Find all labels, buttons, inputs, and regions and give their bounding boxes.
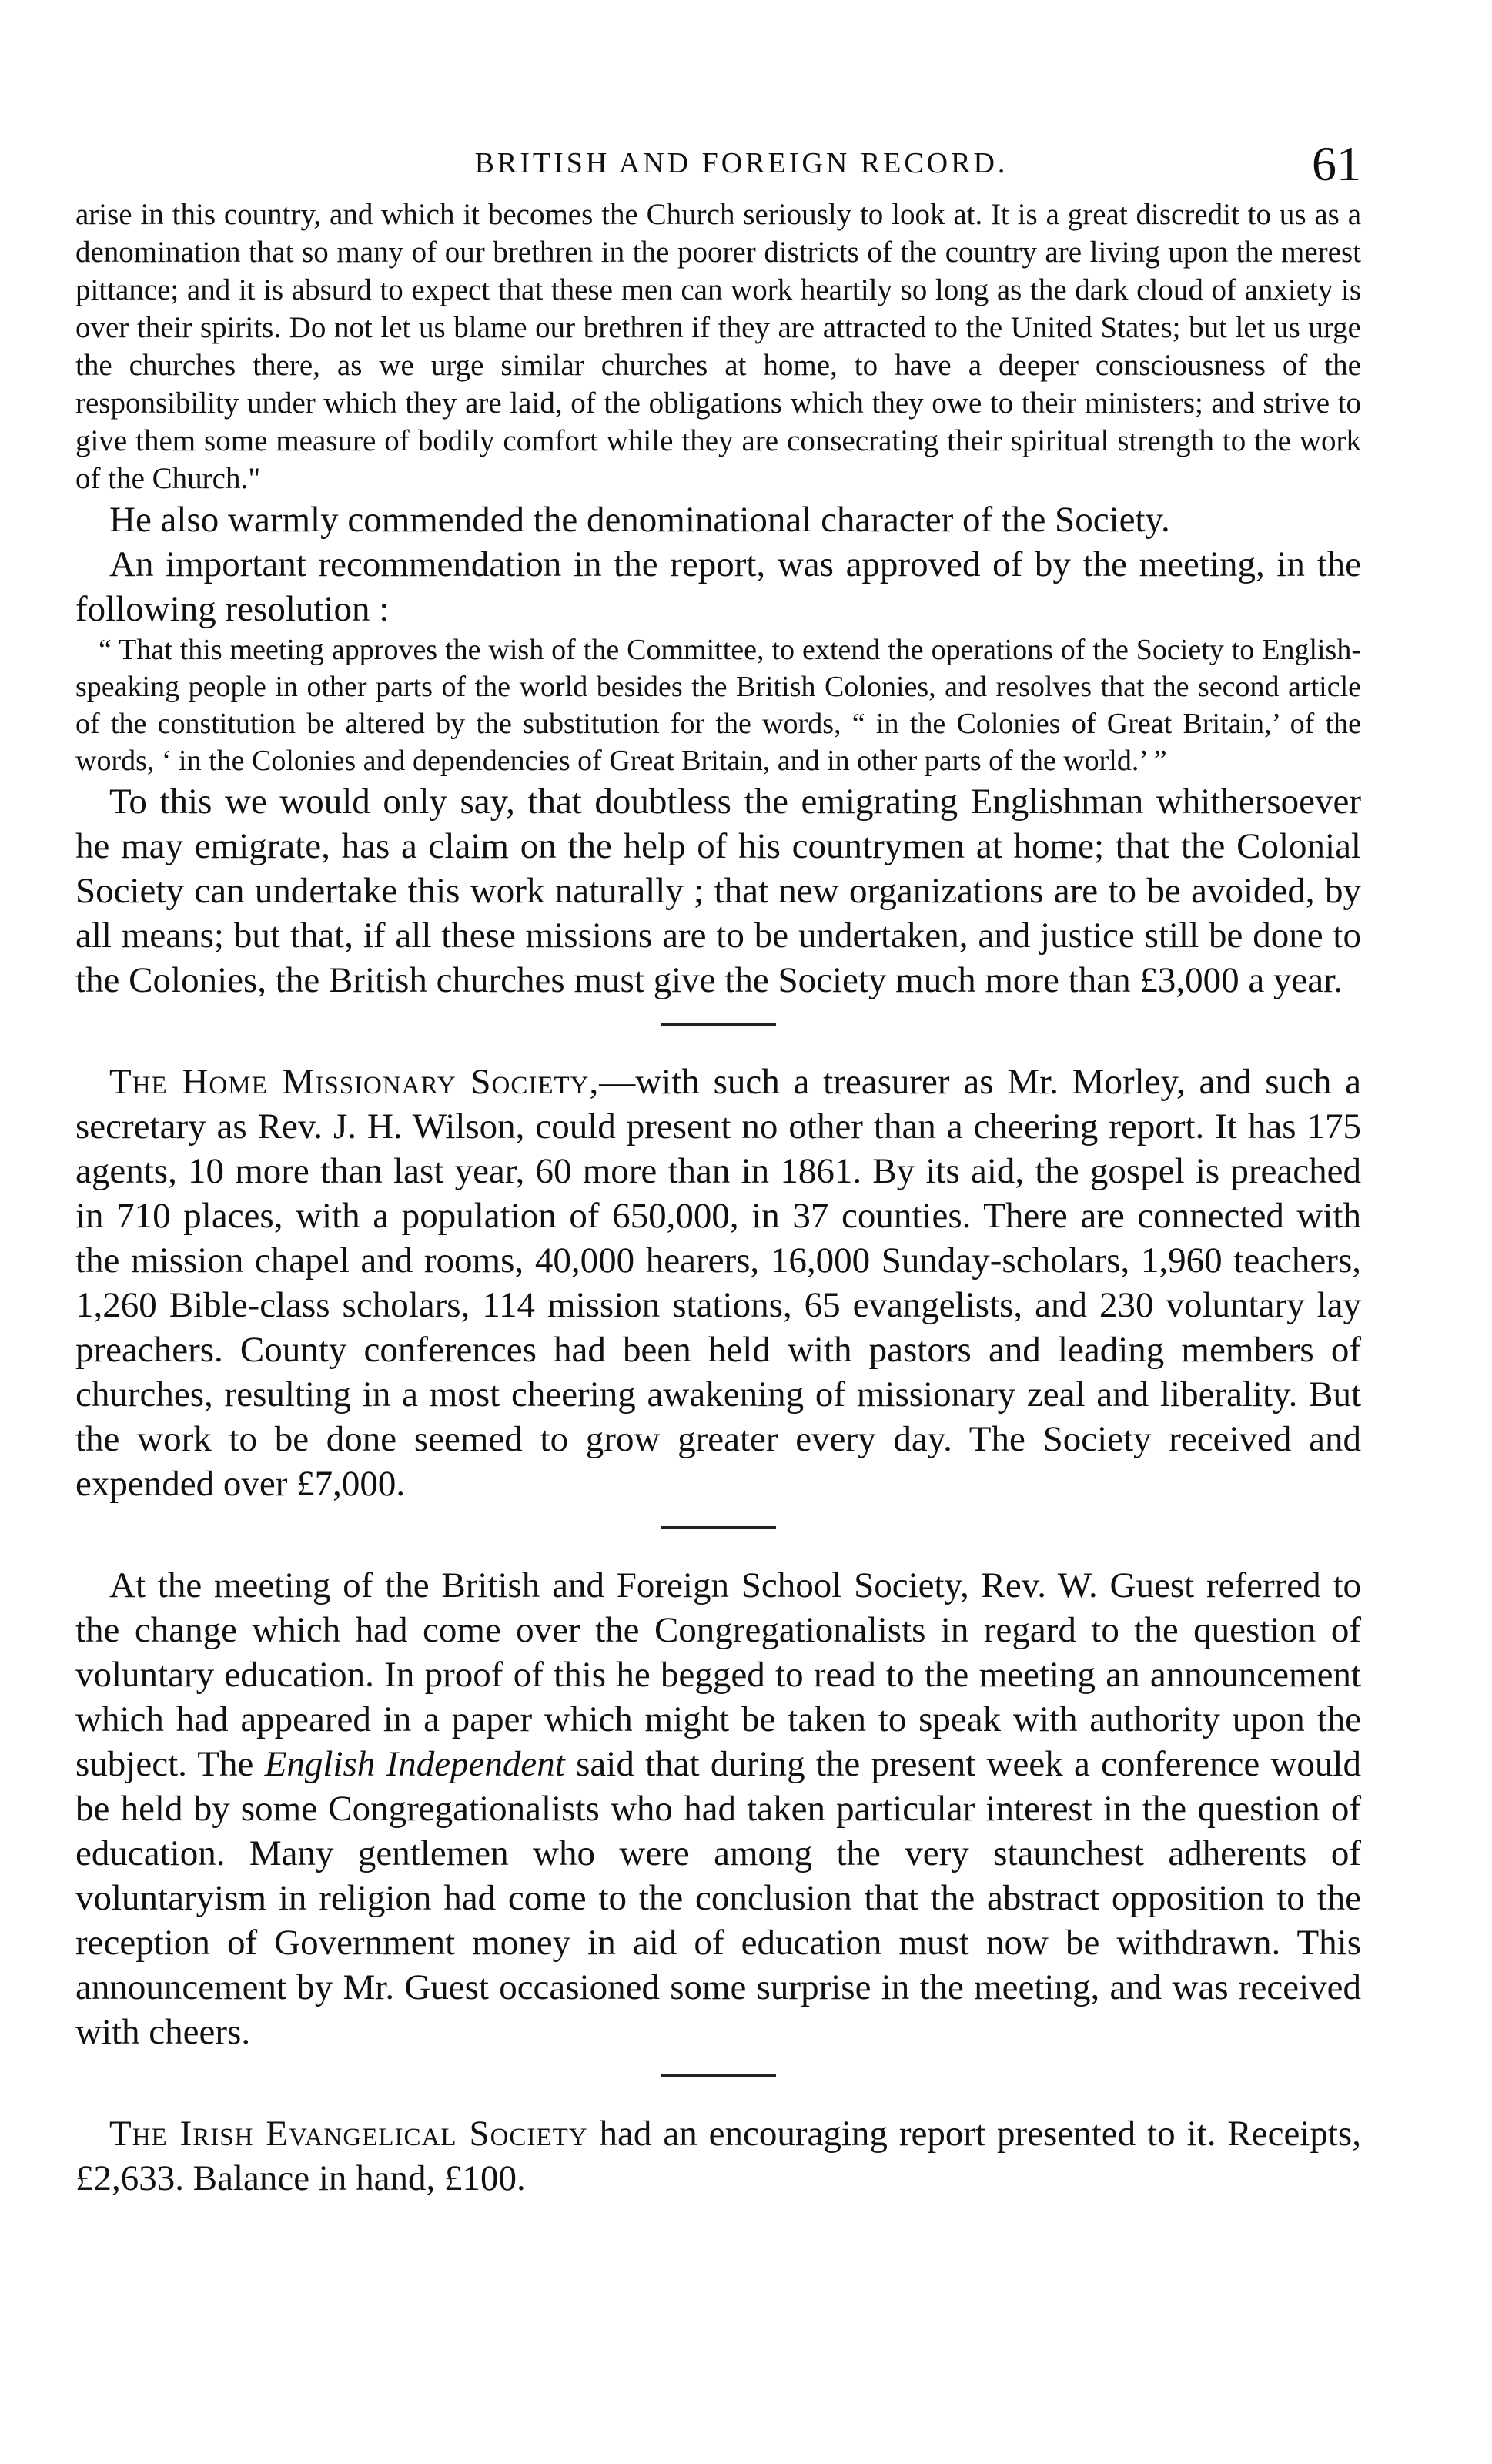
- continued-quotation: [75, 196, 1361, 497]
- school-society-text-before: At the meeting of the British and Foreign School Society, Rev. W. Guest referred to the change which had come over the Congregationalists in regard to the question of voluntary education. In proof of this he begged to read to the meeting an announcement which had appeared in a paper which might be taken to speak with authority upon the subject. The: [75, 1565, 1361, 1784]
- school-society-text-after: said that during the present week a conference would be held by some Congregationalists who had taken particular interest in the question of education. Many gentlemen who were among the very staunchest adherents of voluntaryism in religion had come to the conclusion that the abstract opposition to the reception of Government money in aid of education must now be withdrawn. This announcement by Mr. Guest occasioned some surprise in the meeting, and was received with cheers.: [75, 1744, 1361, 2052]
- home-missionary-heading: The Home Missionary Society,: [109, 1062, 600, 1102]
- irish-society-text: had an encouraging report presented to it. Receipts, £2,633. Balance in hand, £100.: [75, 2114, 1361, 2198]
- newspaper-title: English Independent: [264, 1744, 565, 1784]
- section-divider: [661, 2074, 776, 2077]
- paragraph-irish-society: [75, 2111, 1361, 2201]
- paragraph-school-society: [75, 1563, 1361, 2054]
- paragraph-recommendation: An important recommendation in the report, was approved of by the meeting, in the following resolution :: [75, 544, 1361, 629]
- paragraph-home-missionary: [75, 1060, 1361, 1506]
- page-number: 61: [1312, 136, 1361, 191]
- school-society-section: [75, 1563, 1361, 2054]
- home-missionary-text: —with such a treasurer as Mr. Morley, and such a secretary as Rev. J. H. Wilson, could present no other than a cheering report. It has 175 agents, 10 more than last year, 60 more than in 1861. By its aid, the gospel is preached in 710 places, with a population of 650,000, in 37 counties. There are connected with the mission chapel and rooms, 40,000 hearers, 16,000 Sunday-scholars, 1,960 teachers, 1,260 Bible-class scholars, 114 mission stations, 65 evangelists, and 230 voluntary lay preachers. County conferences had been held with pastors and leading members of churches, resulting in a most cheering awakening of missionary zeal and liberality. But the work to be done seemed to grow greater every day. The Society received and expended over £7,000.: [75, 1062, 1361, 1504]
- paragraph-continuation: arise in this country, and which it becomes the Church seriously to look at. It is a great discredit to us as a denomination that so many of our brethren in the poorer districts of the country are living upon the merest pittance; and it is absurd to expect that these men can work heartily so long as the dark cloud of anxiety is over their spirits. Do not let us blame our brethren if they are attracted to the United States; but let us urge the churches there, as we urge similar churches at home, to have a deeper consciousness of the responsibility under which they are laid, of the obligations which they owe to their ministers; and strive to give them some measure of bodily comfort while they are consecrating their spiritual strength to the work of the Church.": [75, 198, 1361, 495]
- home-missionary-section: [75, 1060, 1361, 1506]
- running-title: BRITISH AND FOREIGN RECORD.: [474, 147, 1009, 179]
- paragraph-commendation: He also warmly commended the denominational character of the Society.: [109, 500, 1170, 540]
- paragraph-emigration: To this we would only say, that doubtless the emigrating Englishman whithersoever he may emigrate, has a claim on the help of his countrymen at home; that the Colonial Society can undertake this work naturally ; that new organizations are to be avoided, by all means; but that, if all these missions are to be undertaken, and justice still be done to the Colonies, the British churches must give the Society much more than £3,000 a year.: [75, 782, 1361, 1000]
- section-divider: [661, 1023, 776, 1026]
- editorial-comment: [75, 779, 1361, 1003]
- resolution-quote: [75, 631, 1361, 779]
- running-header: [75, 136, 1361, 196]
- section-divider: [661, 1526, 776, 1529]
- resolution-text: “ That this meeting approves the wish of the Committee, to extend the operations of the Society to English-speaking people in other parts of the world besides the British Colonies, and resolves that the second article of the constitution be altered by the substitution for the words, “ in the Colonies of Great Britain,’ of the words, ‘ in the Colonies and dependencies of Great Britain, and in other parts of the world.’ ”: [75, 634, 1361, 777]
- society-commentary: [75, 497, 1361, 631]
- irish-society-section: [75, 2111, 1361, 2201]
- irish-society-heading: The Irish Evangelical Society: [109, 2114, 588, 2154]
